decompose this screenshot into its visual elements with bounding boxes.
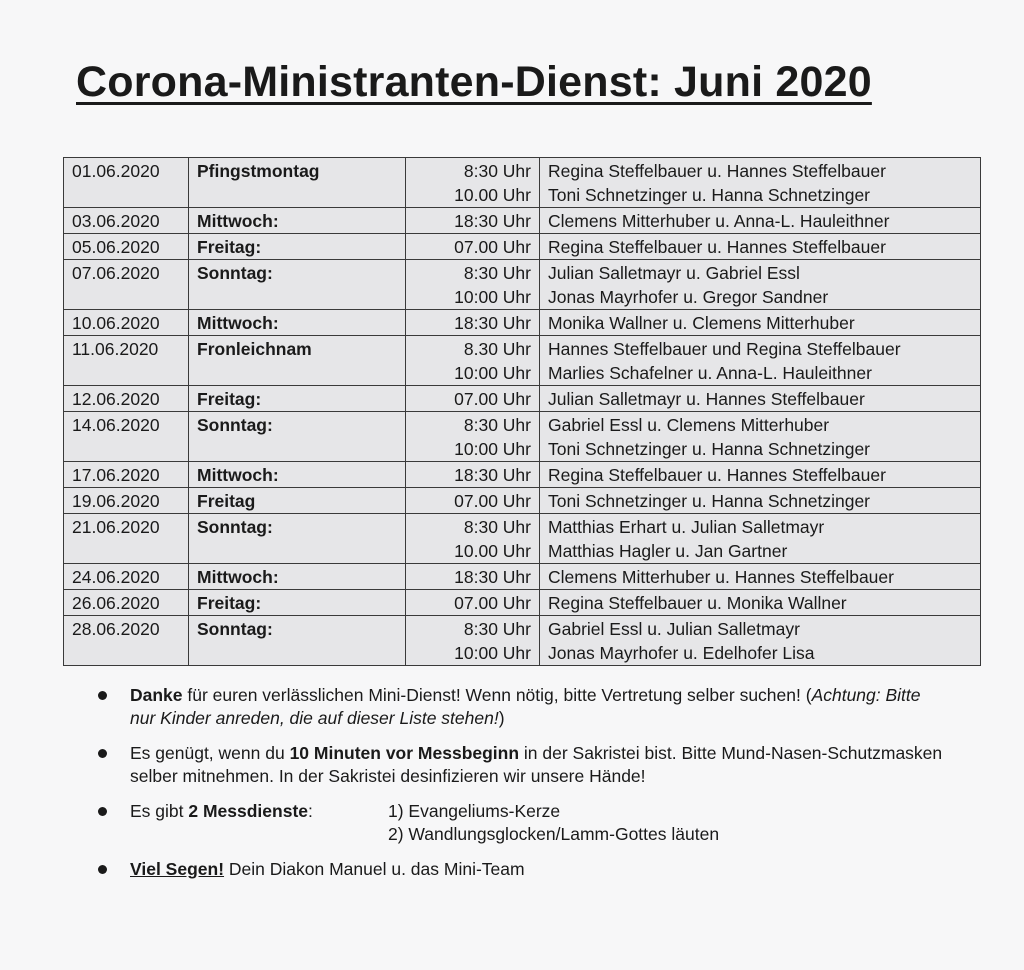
services-post: : [308, 801, 313, 821]
schedule-row [64, 386, 981, 412]
mass-time: 10.00 Uhr [454, 541, 531, 561]
schedule-row [64, 488, 981, 514]
services-pre: Es gibt [130, 801, 189, 821]
schedule-body [64, 158, 981, 666]
schedule-row [64, 590, 981, 616]
page-title: Corona-Ministranten-Dienst: Juni 2020 [76, 58, 872, 106]
schedule-row [64, 412, 981, 462]
mass-time: 8:30 Uhr [463, 263, 531, 283]
note-blessing [90, 858, 950, 881]
server-pair: Gabriel Essl u. Julian Salletmayr [548, 619, 800, 639]
row-date: 26.06.2020 [64, 590, 189, 616]
row-times [406, 386, 540, 412]
services-grid [130, 800, 950, 846]
schedule-row [64, 260, 981, 310]
row-date: 11.06.2020 [64, 336, 189, 386]
arrival-bold: 10 Minuten vor Messbeginn [289, 743, 520, 763]
mass-time: 10:00 Uhr [454, 439, 531, 459]
server-pair: Gabriel Essl u. Clemens Mitterhuber [548, 415, 830, 435]
bullet-icon [98, 691, 107, 700]
server-pair: Matthias Hagler u. Jan Gartner [548, 541, 788, 561]
row-names [540, 208, 981, 234]
schedule-row [64, 158, 981, 208]
schedule-row [64, 564, 981, 590]
row-times [406, 310, 540, 336]
row-date: 17.06.2020 [64, 462, 189, 488]
schedule-row [64, 310, 981, 336]
row-date: 01.06.2020 [64, 158, 189, 208]
bullet-icon [98, 807, 107, 816]
row-names [540, 488, 981, 514]
row-names [540, 564, 981, 590]
row-date: 03.06.2020 [64, 208, 189, 234]
row-times [406, 590, 540, 616]
schedule-row [64, 462, 981, 488]
mass-time: 10:00 Uhr [454, 287, 531, 307]
mass-time: 18:30 Uhr [454, 211, 531, 231]
services-items [388, 800, 950, 846]
server-pair: Matthias Erhart u. Julian Salletmayr [548, 517, 825, 537]
server-pair: Toni Schnetzinger u. Hanna Schnetzinger [548, 439, 871, 459]
server-pair: Toni Schnetzinger u. Hanna Schnetzinger [548, 185, 871, 205]
thanks-end: ) [498, 708, 505, 728]
note-services [90, 800, 950, 846]
row-names [540, 234, 981, 260]
row-date: 12.06.2020 [64, 386, 189, 412]
server-pair: Marlies Schafelner u. Anna-L. Hauleithner [548, 363, 872, 383]
mass-time: 07.00 Uhr [454, 593, 531, 613]
notes-list [90, 684, 950, 893]
thanks-text: für euren verlässlichen Mini-Dienst! Wenn nötig, bitte Vertretung selber suchen! ( [182, 685, 812, 705]
row-date: 24.06.2020 [64, 564, 189, 590]
row-date: 07.06.2020 [64, 260, 189, 310]
schedule-row [64, 514, 981, 564]
row-times [406, 208, 540, 234]
schedule-row [64, 234, 981, 260]
row-names [540, 310, 981, 336]
thanks-bold: Danke [130, 685, 183, 705]
schedule-row [64, 616, 981, 666]
row-times [406, 260, 540, 310]
mass-time: 07.00 Uhr [454, 491, 531, 511]
bullet-icon [98, 749, 107, 758]
services-label [130, 800, 388, 846]
server-pair: Regina Steffelbauer u. Hannes Steffelbauer [548, 465, 886, 485]
row-day: Sonntag: [189, 260, 406, 310]
row-day: Mittwoch: [189, 462, 406, 488]
schedule-row [64, 208, 981, 234]
bullet-icon [98, 865, 107, 874]
server-pair: Julian Salletmayr u. Gabriel Essl [548, 263, 800, 283]
row-date: 21.06.2020 [64, 514, 189, 564]
arrival-post: in der Sakristei bist. Bitte Mund-Nasen-Schutzmasken selber mitnehmen. In der Sakristei desinfizieren wir unsere Hände! [130, 743, 943, 786]
service-item: 1) Evangeliums-Kerze [388, 801, 561, 821]
mass-time: 8:30 Uhr [463, 415, 531, 435]
row-day: Mittwoch: [189, 564, 406, 590]
server-pair: Clemens Mitterhuber u. Hannes Steffelbauer [548, 567, 894, 587]
row-day: Sonntag: [189, 514, 406, 564]
row-names [540, 616, 981, 666]
note-thanks [90, 684, 950, 730]
server-pair: Julian Salletmayr u. Hannes Steffelbauer [548, 389, 865, 409]
row-times [406, 412, 540, 462]
mass-time: 8:30 Uhr [463, 619, 531, 639]
row-names [540, 462, 981, 488]
mass-time: 07.00 Uhr [454, 389, 531, 409]
row-times [406, 336, 540, 386]
server-pair: Monika Wallner u. Clemens Mitterhuber [548, 313, 855, 333]
row-names [540, 412, 981, 462]
row-day: Freitag: [189, 590, 406, 616]
server-pair: Hannes Steffelbauer und Regina Steffelbauer [548, 339, 901, 359]
services-bold: 2 Messdienste [188, 801, 309, 821]
schedule-table [63, 157, 981, 666]
mass-time: 10:00 Uhr [454, 643, 531, 663]
row-names [540, 336, 981, 386]
mass-time: 8:30 Uhr [463, 517, 531, 537]
row-times [406, 514, 540, 564]
server-pair: Regina Steffelbauer u. Hannes Steffelbauer [548, 161, 886, 181]
row-names [540, 590, 981, 616]
arrival-pre: Es genügt, wenn du [130, 743, 290, 763]
mass-time: 8.30 Uhr [463, 339, 531, 359]
schedule-row [64, 336, 981, 386]
row-day: Mittwoch: [189, 208, 406, 234]
row-day: Sonntag: [189, 616, 406, 666]
row-times [406, 462, 540, 488]
server-pair: Jonas Mayrhofer u. Gregor Sandner [548, 287, 829, 307]
row-day: Freitag: [189, 386, 406, 412]
server-pair: Regina Steffelbauer u. Hannes Steffelbauer [548, 237, 886, 257]
row-day: Fronleichnam [189, 336, 406, 386]
row-date: 10.06.2020 [64, 310, 189, 336]
row-times [406, 564, 540, 590]
row-names [540, 514, 981, 564]
server-pair: Clemens Mitterhuber u. Anna-L. Hauleithner [548, 211, 890, 231]
row-date: 19.06.2020 [64, 488, 189, 514]
row-day: Sonntag: [189, 412, 406, 462]
row-day: Pfingstmontag [189, 158, 406, 208]
service-item: 2) Wandlungsglocken/Lamm-Gottes läuten [388, 824, 720, 844]
row-names [540, 158, 981, 208]
row-names [540, 386, 981, 412]
mass-time: 07.00 Uhr [454, 237, 531, 257]
mass-time: 8:30 Uhr [463, 161, 531, 181]
mass-time: 18:30 Uhr [454, 567, 531, 587]
server-pair: Regina Steffelbauer u. Monika Wallner [548, 593, 847, 613]
server-pair: Toni Schnetzinger u. Hanna Schnetzinger [548, 491, 871, 511]
blessing-text: Dein Diakon Manuel u. das Mini-Team [224, 859, 525, 879]
mass-time: 10.00 Uhr [454, 185, 531, 205]
row-day: Mittwoch: [189, 310, 406, 336]
row-names [540, 260, 981, 310]
server-pair: Jonas Mayrhofer u. Edelhofer Lisa [548, 643, 815, 663]
blessing-bold: Viel Segen! [130, 859, 225, 879]
row-date: 28.06.2020 [64, 616, 189, 666]
row-times [406, 158, 540, 208]
row-times [406, 616, 540, 666]
row-times [406, 234, 540, 260]
mass-time: 18:30 Uhr [454, 465, 531, 485]
row-day: Freitag: [189, 234, 406, 260]
note-arrival [90, 742, 950, 788]
row-day: Freitag [189, 488, 406, 514]
row-date: 05.06.2020 [64, 234, 189, 260]
thanks-italic: Achtung: Bitte nur Kinder anreden, die auf dieser Liste stehen! [130, 685, 921, 728]
row-times [406, 488, 540, 514]
mass-time: 10:00 Uhr [454, 363, 531, 383]
row-date: 14.06.2020 [64, 412, 189, 462]
mass-time: 18:30 Uhr [454, 313, 531, 333]
